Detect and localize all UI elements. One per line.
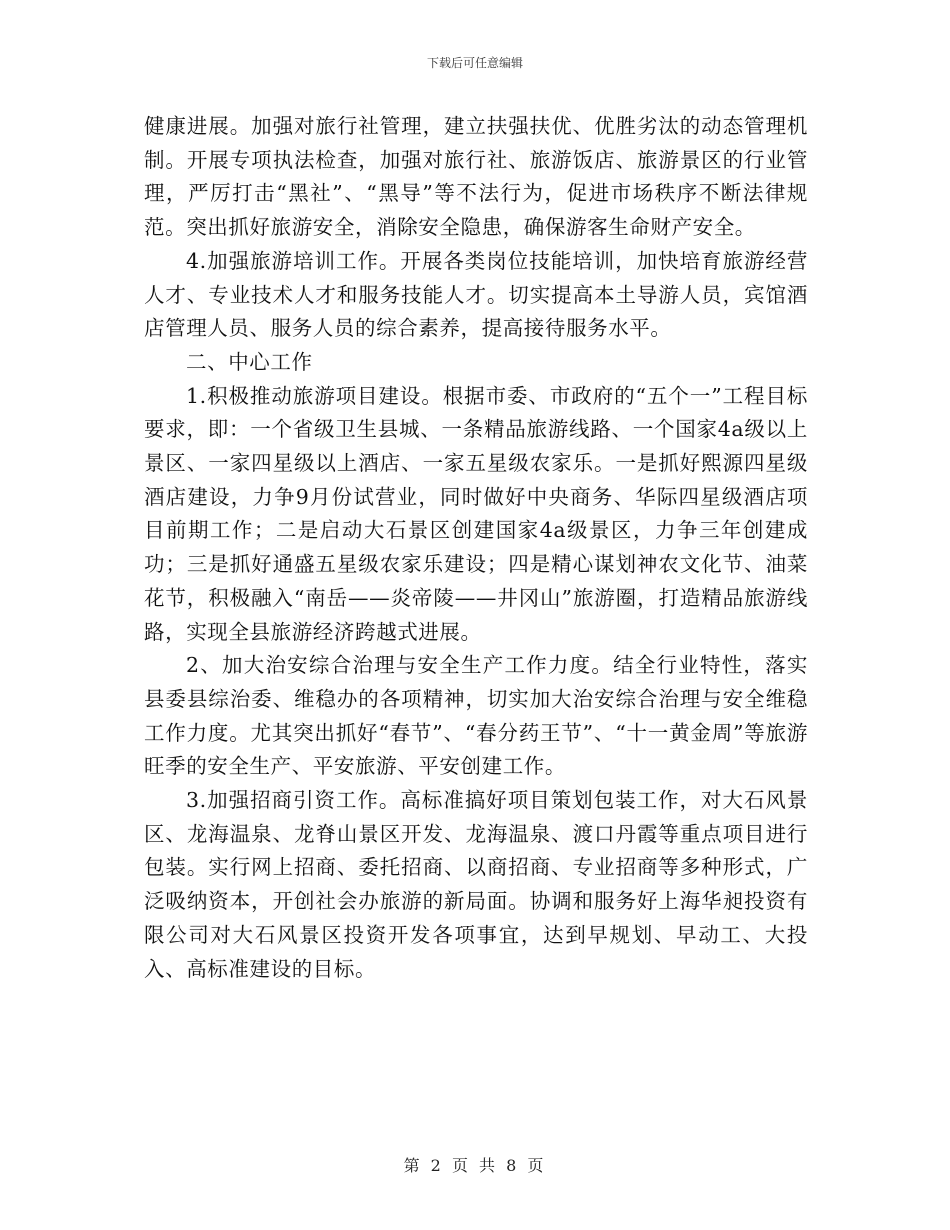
paragraph-training: 4.加强旅游培训工作。开展各类岗位技能培训，加快培育旅游经营人才、专业技术人才和服务技能人才。切实提高本土导游人员，宾馆酒店管理人员、服务人员的综合素养，提高接待服务水平。: [144, 248, 808, 341]
page-footer: 第 2 页 共 8 页: [403, 1156, 547, 1175]
paragraph-management: 健康进展。加强对旅行社管理，建立扶强扶优、优胜劣汰的动态管理机制。开展专项执法检查，加强对旅行社、旅游饭店、旅游景区的行业管理，严厉打击“黑社”、“黑导”等不法行为，促进市场秩序不断法律规范。突出抓好旅游安全，消除安全隐患，确保游客生命财产安全。: [144, 114, 808, 240]
page-header: 下载后可任意编辑: [426, 56, 523, 70]
document-body: [144, 110, 808, 986]
paragraph-project-construction: 1.积极推动旅游项目建设。根据市委、市政府的“五个一”工程目标要求，即：一个省级卫生县城、一条精品旅游线路、一个国家4a级以上景区、一家四星级以上酒店、一家五星级农家乐。一是抓好熙源四星级酒店建设，力争9月份试营业，同时做好中央商务、华际四星级酒店项目前期工作；二是启动大石景区创建国家4a级景区，力争三年创建成功；三是抓好通盛五星级农家乐建设；四是精心谋划神农文化节、油菜花节，积极融入“南岳——炎帝陵——井冈山”旅游圈，打造精品旅游线路，实现全县旅游经济跨越式进展。: [144, 383, 808, 644]
paragraph-safety: 2、加大治安综合治理与安全生产工作力度。结全行业特性，落实县委县综治委、维稳办的各项精神，切实加大治安综合治理与安全维稳工作力度。尤其突出抓好“春节”、“春分药王节”、“十一黄金周”等旅游旺季的安全生产、平安旅游、平安创建工作。: [144, 653, 808, 779]
section-heading-central-work: 二、中心工作: [186, 349, 313, 374]
paragraph-investment: 3.加强招商引资工作。高标准搞好项目策划包装工作，对大石风景区、龙海温泉、龙脊山景区开发、龙海温泉、渡口丹霞等重点项目进行包装。实行网上招商、委托招商、以商招商、专业招商等多种形式，广泛吸纳资本，开创社会办旅游的新局面。协调和服务好上海华昶投资有限公司对大石风景区投资开发各项事宜，达到早规划、早动工、大投入、高标准建设的目标。: [144, 788, 808, 981]
